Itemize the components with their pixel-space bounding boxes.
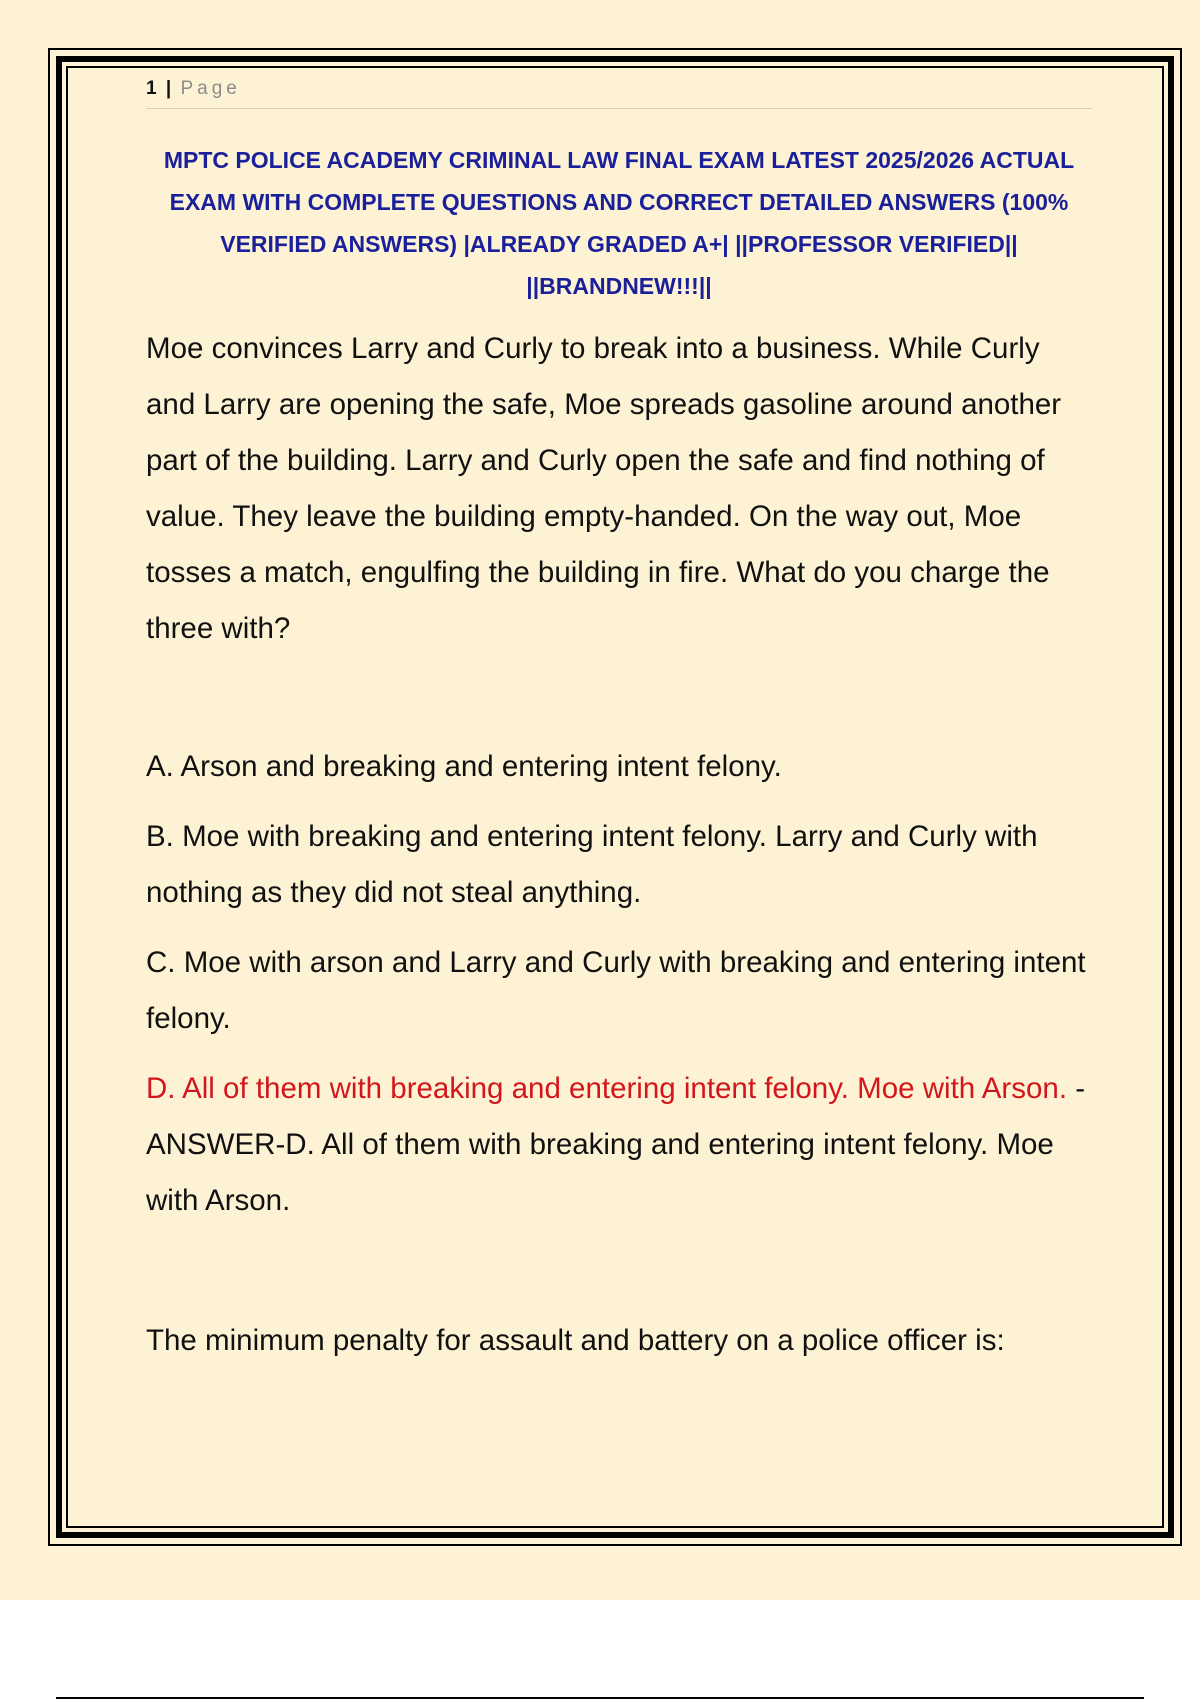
- option-a: [146, 739, 1092, 795]
- option-b-text: B. Moe with breaking and entering intent felony. Larry and Curly with nothing as they did not steal anything.: [146, 820, 1038, 909]
- page-number: 1: [146, 78, 157, 99]
- page-header-separator: |: [165, 78, 172, 99]
- option-d-text: D. All of them with breaking and entering intent felony. Moe with Arson.: [146, 1072, 1068, 1105]
- document-title: MPTC POLICE ACADEMY CRIMINAL LAW FINAL EXAM LATEST 2025/2026 ACTUAL EXAM WITH COMPLETE QUESTIONS AND CORRECT DETAILED ANSWERS (100% VERIFIED ANSWERS) |ALREADY GRADED A+| ||PROFESSOR VERIFIED|| ||BRANDNEW!!!||: [163, 147, 1075, 299]
- question-1-options: [146, 739, 1092, 1229]
- option-c: [146, 935, 1092, 1047]
- option-c-text: C. Moe with arson and Larry and Curly with breaking and entering intent felony.: [146, 946, 1086, 1035]
- option-a-text: A. Arson and breaking and entering intent felony.: [146, 750, 782, 783]
- option-b: [146, 809, 1092, 921]
- footer-divider: [56, 1697, 1144, 1699]
- question-1-text: Moe convinces Larry and Curly to break into a business. While Curly and Larry are opening the safe, Moe spreads gasoline around another part of the building. Larry and Curly open the safe and find nothing of value. They leave the building empty-handed. On the way out, Moe tosses a match, engulfing the building in fire. What do you charge the three with?: [146, 332, 1062, 645]
- option-d: [146, 1061, 1092, 1229]
- page-content: [146, 72, 1092, 1369]
- answer-text: - ANSWER-D. All of them with breaking and entering intent felony. Moe with Arson.: [146, 1072, 1086, 1217]
- question-2-text: The minimum penalty for assault and battery on a police officer is:: [146, 1324, 1005, 1357]
- page-label: Page: [180, 78, 241, 99]
- page-header: [146, 72, 1092, 109]
